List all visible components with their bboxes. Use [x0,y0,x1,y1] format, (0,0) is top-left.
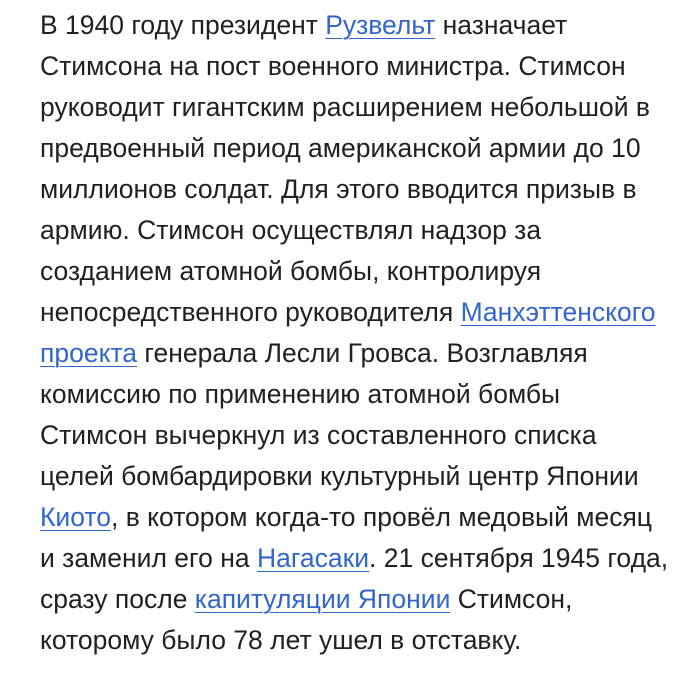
text-segment: созданием атомной бомбы, контролируя [40,256,542,286]
wiki-link[interactable]: Рузвельт [325,10,436,40]
text-line [40,87,695,128]
text-line [40,415,695,456]
text-segment: назначает [435,10,568,40]
text-line [40,210,695,251]
text-segment: комиссию по применению атомной бомбы [40,379,561,409]
wiki-link[interactable]: Манхэттенского [460,297,656,327]
text-line [40,5,695,46]
text-segment: генерала Лесли Гровса. Возглавляя [137,338,588,368]
article-paragraph [40,5,695,661]
text-line [40,333,695,374]
wiki-link[interactable]: проекта [40,338,138,368]
text-segment: Стимсон, [450,584,573,614]
text-segment: предвоенный период американской армии до 10 [40,133,641,163]
wiki-link[interactable]: Нагасаки [256,543,370,573]
text-line [40,538,695,579]
text-segment: Стимсона на пост военного министра. Стимсон [40,51,626,81]
text-segment: миллионов солдат. Для этого вводится призыв в [40,174,637,204]
text-segment: целей бомбардировки культурный центр Японии [40,461,639,491]
text-segment: и заменил его на [40,543,257,573]
text-line [40,169,695,210]
text-segment: Стимсон вычеркнул из составленного списка [40,420,597,450]
text-line [40,579,695,620]
text-segment: армию. Стимсон осуществлял надзор за [40,215,542,245]
text-segment: , в котором когда-то провёл медовый месяц [110,502,652,532]
text-line [40,292,695,333]
text-line [40,620,695,661]
text-segment: которому было 78 лет ушел в отставку. [40,625,522,655]
text-line [40,374,695,415]
text-line [40,456,695,497]
text-segment: . 21 сентября 1945 года, [369,543,669,573]
text-line [40,46,695,87]
wiki-link[interactable]: Киото [40,502,111,532]
text-segment: сразу после [40,584,195,614]
text-segment: непосредственного руководителя [40,297,461,327]
text-line [40,128,695,169]
text-segment: В 1940 году президент [40,10,326,40]
text-line [40,497,695,538]
wiki-link[interactable]: капитуляции Японии [194,584,451,614]
text-segment: руководит гигантским расширением небольшой в [40,92,650,122]
text-line [40,251,695,292]
